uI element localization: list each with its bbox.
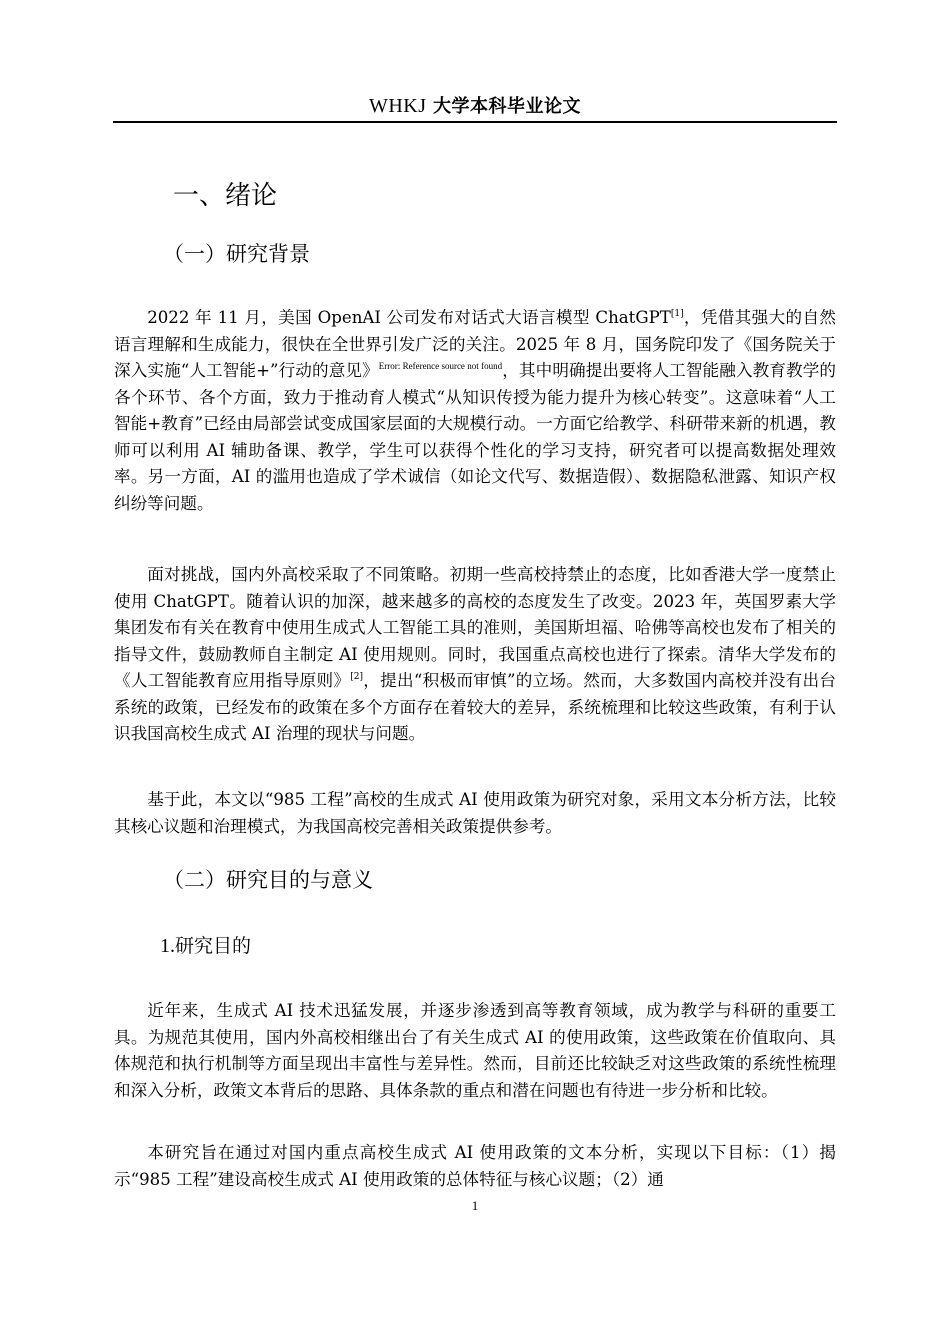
paragraph-text: 面对挑战，国内外高校采取了不同策略。初期一些高校持禁止的态度，比如香港大学一度禁止使用 ChatGPT。随着认识的加深，越来越多的高校的态度发生了改变。2023 年，英国罗素大学集团发布有关在教育中使用生成式人工智能工具的准则，美国斯坦福、哈佛等高校也发布了相关的指导文件，鼓励教师自主制定 AI 使用规则。同时，我国重点高校也进行了探索。清华大学发布的《人工智能教育应用指导原则》 [114,565,836,690]
section-title-purpose: （二）研究目的与意义 [163,868,373,892]
citation-2[interactable]: [2] [350,672,363,682]
paragraph-background-1 [114,305,836,517]
page-number: 1 [471,1198,479,1213]
header-code: WHKJ [368,95,427,117]
header-rule [113,121,837,123]
paragraph-background-2 [114,562,836,748]
citation-1[interactable]: [1] [670,309,684,319]
header-title: 大学本科毕业论文 [433,96,582,117]
subsection-number: 1. [160,935,175,957]
paragraph-text: ，其中明确提出要将人工智能融入教育教学的各个环节、各个方面，致力于推动育人模式“从知识传授为能力提升为核心转变”。这意味着“人工智能+教育”已经由局部尝试变成国家层面的大规模行动。一方面它给教学、科研带来新的机遇，教师可以利用 AI 辅助备课、教学，学生可以获得个性化的学习支持，研究者可以提高数据处理效率。另一方面，AI 的滥用也造成了学术诚信（如论文代写、数据造假）、数据隐私泄露、知识产权纠纷等问题。 [114,361,837,513]
paragraph-background-3: 基于此，本文以“985 工程”高校的生成式 AI 使用政策为研究对象，采用文本分析方法，比较其核心议题和治理模式，为我国高校完善相关政策提供参考。 [114,790,836,836]
paragraph-purpose-2: 本研究旨在通过对国内重点高校生成式 AI 使用政策的文本分析，实现以下目标：（1）揭示“985 工程”建设高校生成式 AI 使用政策的总体特征与核心议题；（2）通 [114,1143,836,1189]
section-title-background: （一）研究背景 [163,242,310,266]
chapter-title: 一、绪论 [173,181,278,211]
reference-error: Error: Reference source not found [378,361,503,371]
paragraph-purpose-1: 近年来，生成式 AI 技术迅猛发展，并逐步渗透到高等教育领域，成为教学与科研的重要工具。为规范其使用，国内外高校相继出台了有关生成式 AI 的使用政策，这些政策在价值取向、具体规范和执行机制等方面呈现出丰富性与差异性。然而，目前还比较缺乏对这些政策的系统性梳理和深入分析，政策文本背后的思路、具体条款的重点和潜在问题也有待进一步分析和比较。 [114,1001,836,1100]
subsection-label: 研究目的 [175,935,252,957]
paragraph-text: ，提出“积极而审慎”的立场。然而，大多数国内高校并没有出台系统的政策，已经发布的政策在多个方面存在着较大的差异，系统梳理和比较这些政策，有利于认识我国高校生成式 AI 治理的现状与问题。 [114,671,837,743]
subsection-title-purpose [160,930,251,962]
paragraph-text: ，凭借其强大的自然语言理解和生成能力，很快在全世界引发广泛的关注。2025 年 8 月，国务院印发了《国务院关于深入实施“人工智能+”行动的意见》 [114,308,837,380]
paragraph-text: 2022 年 11 月，美国 OpenAI 公司发布对话式大语言模型 ChatGPT [147,308,671,327]
running-header [113,92,837,120]
